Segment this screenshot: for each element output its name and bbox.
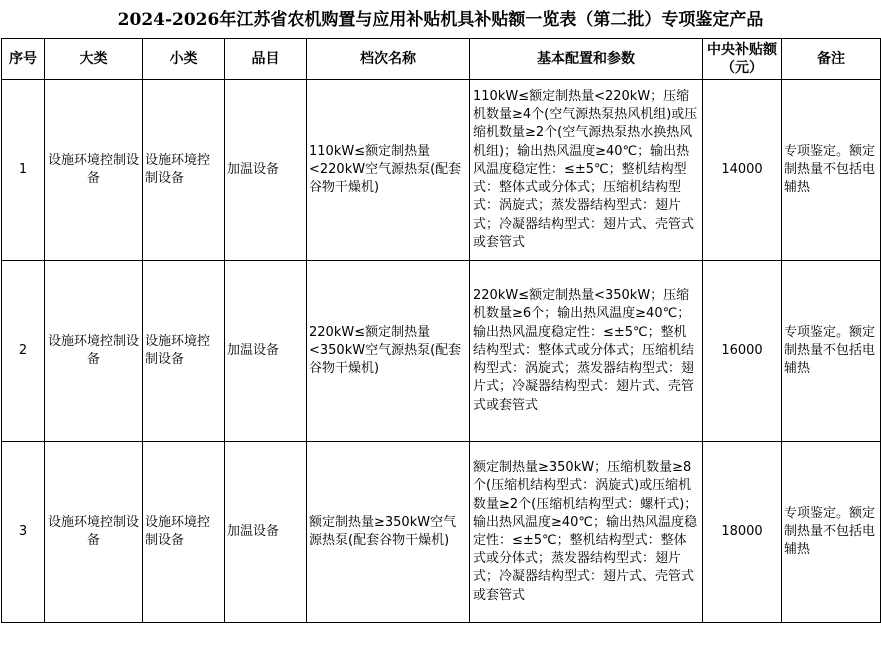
- cell-config: 额定制热量≥350kW；压缩机数量≥8个(压缩机结构型式：涡旋式)或压缩机数量≥2个(压缩机结构型式：螺杆式)；输出热风温度≥40℃；输出热风温度稳定性：≤±5℃；整机结构型式：整体式或分体式；蒸发器结构型式：翅片式；冷凝器结构型式：翅片式、壳管式或套管式: [470, 442, 703, 623]
- table-row: [2, 442, 881, 623]
- subsidy-table: [1, 38, 881, 623]
- cell-subcategory: 设施环境控制设备: [143, 261, 225, 442]
- cell-grade: 额定制热量≥350kW空气源热泵(配套谷物干燥机): [307, 442, 470, 623]
- cell-subcategory: 设施环境控制设备: [143, 442, 225, 623]
- cell-subsidy: 16000: [703, 261, 782, 442]
- document-title: 2024-2026年江苏省农机购置与应用补贴机具补贴额一览表（第二批）专项鉴定产品: [117, 10, 764, 30]
- cell-config: 110kW≤额定制热量<220kW；压缩机数量≥4个(空气源热泵热风机组)或压缩机数量≥2个(空气源热泵热水换热风机组)；输出热风温度≥40℃；输出热风温度稳定性：≤±5℃；整机结构型式：整体式或分体式；压缩机结构型式：涡旋式；蒸发器结构型式：翅片式；冷凝器结构型式：翅片式、壳管式或套管式: [470, 80, 703, 261]
- cell-subcategory: 设施环境控制设备: [143, 80, 225, 261]
- cell-item: 加温设备: [225, 80, 307, 261]
- table-row: [2, 261, 881, 442]
- cell-config: 220kW≤额定制热量<350kW；压缩机数量≥6个；输出热风温度≥40℃；输出热风温度稳定性：≤±5℃；整机结构型式：整体式或分体式；压缩机结构型式：涡旋式；蒸发器结构型式：翅片式；冷凝器结构型式：翅片式、壳管式或套管式: [470, 261, 703, 442]
- cell-subsidy: 14000: [703, 80, 782, 261]
- cell-seq: 3: [2, 442, 45, 623]
- header-config: 基本配置和参数: [470, 39, 703, 80]
- header-seq: 序号: [2, 39, 45, 80]
- header-subcategory: 小类: [143, 39, 225, 80]
- cell-note: 专项鉴定。额定制热量不包括电辅热: [782, 80, 881, 261]
- header-category: 大类: [45, 39, 143, 80]
- cell-subsidy: 18000: [703, 442, 782, 623]
- cell-category: 设施环境控制设备: [45, 442, 143, 623]
- table-row: [2, 80, 881, 261]
- cell-note: 专项鉴定。额定制热量不包括电辅热: [782, 442, 881, 623]
- cell-category: 设施环境控制设备: [45, 261, 143, 442]
- cell-grade: 220kW≤额定制热量<350kW空气源热泵(配套谷物干燥机): [307, 261, 470, 442]
- cell-grade: 110kW≤额定制热量<220kW空气源热泵(配套谷物干燥机): [307, 80, 470, 261]
- header-item: 品目: [225, 39, 307, 80]
- table-header-row: [2, 39, 881, 80]
- cell-category: 设施环境控制设备: [45, 80, 143, 261]
- header-subsidy: 中央补贴额（元）: [703, 39, 782, 80]
- cell-seq: 2: [2, 261, 45, 442]
- cell-note: 专项鉴定。额定制热量不包括电辅热: [782, 261, 881, 442]
- cell-item: 加温设备: [225, 261, 307, 442]
- cell-seq: 1: [2, 80, 45, 261]
- cell-item: 加温设备: [225, 442, 307, 623]
- header-note: 备注: [782, 39, 881, 80]
- header-grade: 档次名称: [307, 39, 470, 80]
